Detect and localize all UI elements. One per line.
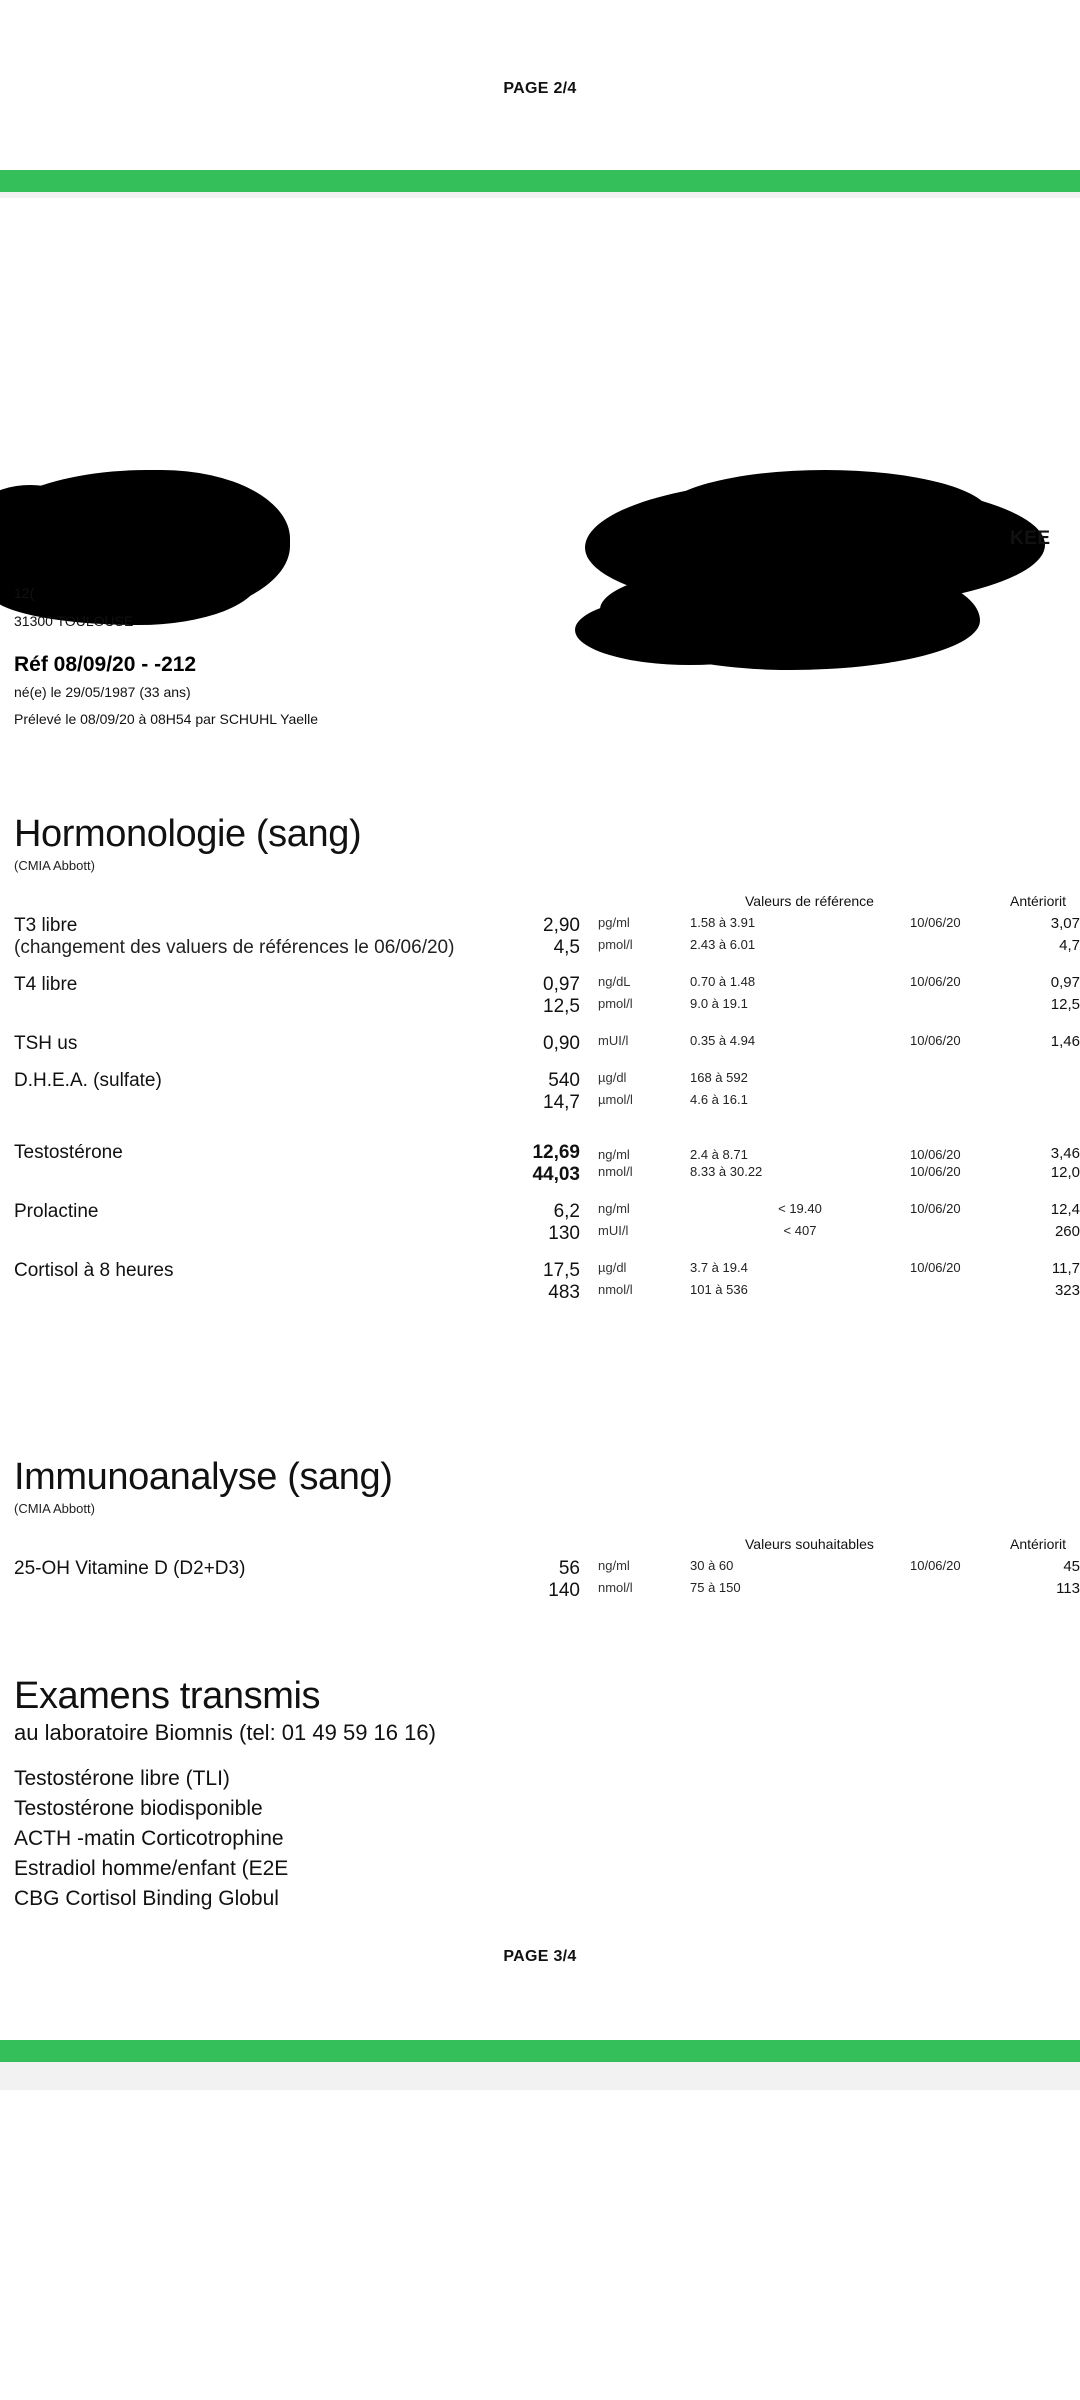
section-subtitle: (CMIA Abbott) — [14, 1500, 95, 1516]
table-row — [0, 1018, 1080, 1055]
analyte-reference: 168 à 592 — [690, 1069, 748, 1085]
analyte-note — [0, 1092, 470, 1114]
analyte-name: T3 libre — [14, 914, 78, 936]
previous-value — [1000, 1055, 1080, 1092]
green-divider-top — [0, 170, 1080, 192]
table-row — [0, 1580, 1080, 1602]
address-line-2: 31300 TOULOUSE — [14, 613, 134, 629]
previous-value-si: 113 — [1056, 1579, 1080, 1597]
analyte-reference-si: 101 à 536 — [690, 1281, 748, 1297]
analyte-value-si: 483 — [548, 1281, 580, 1303]
table-row — [0, 959, 1080, 996]
previous-date-si — [910, 1580, 1000, 1602]
table-row — [0, 1223, 1080, 1245]
analyte-note: (changement des valuers de références le 06/06/20) — [14, 936, 455, 958]
previous-value: 11,7 — [1051, 1259, 1080, 1277]
section-immunoanalyse — [0, 1458, 1080, 1602]
analyte-note — [0, 1282, 470, 1304]
section-examens-transmis — [0, 1675, 1080, 1914]
list-item: ACTH -matin Corticotrophine — [14, 1827, 284, 1851]
analyte-name: TSH us — [14, 1032, 78, 1054]
analyte-value-si: 130 — [548, 1222, 580, 1244]
previous-date-si: 10/06/20 — [910, 1163, 961, 1179]
previous-date-si — [910, 1282, 1000, 1304]
section-subtitle: (CMIA Abbott) — [14, 857, 95, 873]
redaction-blob-right-3 — [660, 470, 990, 560]
previous-date — [910, 1055, 1000, 1092]
birth-date-line: né(e) le 29/05/1987 (33 ans) — [14, 684, 191, 700]
list-item: CBG Cortisol Binding Globul — [14, 1887, 279, 1911]
analyte-note — [0, 1164, 470, 1186]
page-marker-top: PAGE 2/4 — [503, 80, 577, 97]
analyte-reference: 2.4 à 8.71 — [690, 1146, 748, 1162]
analyte-value: 0,90 — [543, 1032, 580, 1054]
redaction-blob-right-4 — [575, 595, 805, 665]
analyte-reference-si: 8.33 à 30.22 — [690, 1163, 763, 1179]
analyte-reference-si: < 407 — [783, 1222, 817, 1238]
analyte-note — [0, 996, 470, 1018]
grey-strip-top — [0, 192, 1080, 198]
analyte-value-si: 44,03 — [532, 1163, 580, 1185]
column-header-reference: Valeurs souhaitables — [745, 1535, 874, 1552]
table-row — [0, 1282, 1080, 1304]
section-title: Immunoanalyse (sang) — [14, 1456, 393, 1498]
green-divider-bottom — [0, 2040, 1080, 2062]
section-title: Examens transmis — [14, 1675, 321, 1717]
table-row — [0, 937, 1080, 959]
analyte-reference: < 19.40 — [778, 1200, 822, 1216]
results-table-immunoanalyse — [0, 1558, 1080, 1602]
analyte-reference-si: 2.43 à 6.01 — [690, 936, 756, 952]
previous-value: 1,46 — [1050, 1032, 1080, 1050]
table-row — [0, 1092, 1080, 1114]
column-header-reference: Valeurs de référence — [745, 892, 874, 909]
previous-value-si — [1000, 1092, 1080, 1114]
analyte-unit-si: nmol/l — [598, 1579, 633, 1595]
previous-value: 12,4 — [1050, 1200, 1080, 1218]
analyte-unit-si: pmol/l — [598, 995, 633, 1011]
analyte-unit-si: nmol/l — [598, 1281, 633, 1297]
analyte-value: 2,90 — [543, 914, 580, 936]
previous-date-si — [910, 996, 1000, 1018]
table-row — [0, 1114, 1080, 1164]
analyte-unit-si: pmol/l — [598, 936, 633, 952]
analyte-unit: ng/ml — [598, 1200, 630, 1216]
analyte-reference: 1.58 à 3.91 — [690, 914, 756, 930]
analyte-note — [0, 1580, 470, 1602]
previous-date: 10/06/20 — [910, 1259, 961, 1275]
previous-date-si — [910, 1223, 1000, 1245]
grey-strip-bottom — [0, 2062, 1080, 2090]
analyte-reference: 0.35 à 4.94 — [690, 1032, 756, 1048]
analyte-note — [0, 1223, 470, 1245]
masked-lab-name: KEE — [1010, 528, 1051, 549]
previous-date: 10/06/20 — [910, 973, 961, 989]
previous-date-si — [910, 1092, 1000, 1114]
previous-value: 3,46 — [1050, 1144, 1080, 1162]
table-row — [0, 1558, 1080, 1580]
analyte-value-si: 140 — [548, 1579, 580, 1601]
section-title: Hormonologie (sang) — [14, 813, 362, 855]
analyte-name: D.H.E.A. (sulfate) — [14, 1069, 162, 1091]
analyte-value-si: 14,7 — [543, 1091, 580, 1113]
column-header-previous: Antériorit — [1010, 892, 1067, 909]
previous-date-si — [910, 937, 1000, 959]
list-item: Estradiol homme/enfant (E2E — [14, 1857, 289, 1881]
previous-value-si: 12,0 — [1050, 1163, 1080, 1181]
previous-value-si: 12,5 — [1050, 995, 1080, 1013]
analyte-unit: µg/dl — [598, 1259, 627, 1275]
analyte-unit: µg/dl — [598, 1069, 627, 1085]
table-row — [0, 1055, 1080, 1092]
previous-value: 45 — [1063, 1557, 1080, 1575]
analyte-unit: mUI/l — [598, 1032, 629, 1048]
previous-date: 10/06/20 — [910, 914, 961, 930]
analyte-name: Testostérone — [14, 1141, 123, 1163]
analyte-value: 12,69 — [532, 1141, 580, 1163]
column-header-previous: Antériorit — [1010, 1535, 1067, 1552]
section-subtitle: au laboratoire Biomnis (tel: 01 49 59 16 16) — [14, 1720, 436, 1745]
analyte-value: 6,2 — [553, 1200, 580, 1222]
analyte-reference: 30 à 60 — [690, 1557, 734, 1573]
transmitted-exams-list — [14, 1764, 1080, 1914]
analyte-reference-si: 4.6 à 16.1 — [690, 1091, 748, 1107]
analyte-value: 0,97 — [543, 973, 580, 995]
previous-value-si: 4,7 — [1059, 936, 1080, 954]
previous-value: 0,97 — [1050, 973, 1080, 991]
list-item: Testostérone biodisponible — [14, 1797, 263, 1821]
analyte-value: 17,5 — [543, 1259, 580, 1281]
table-row — [0, 996, 1080, 1018]
analyte-unit: ng/ml — [598, 1557, 630, 1573]
analyte-reference: 3.7 à 19.4 — [690, 1259, 748, 1275]
previous-value: 3,07 — [1050, 914, 1080, 932]
section-hormonologie — [0, 815, 1080, 1304]
table-row — [0, 1164, 1080, 1186]
analyte-value: 56 — [558, 1557, 580, 1579]
reference-line: Réf 08/09/20 - -212 — [14, 653, 197, 676]
table-row — [0, 1245, 1080, 1282]
analyte-unit-si: mUI/l — [598, 1222, 629, 1238]
table-row — [0, 915, 1080, 937]
analyte-name: Prolactine — [14, 1200, 99, 1222]
previous-date: 10/06/20 — [910, 1032, 961, 1048]
analyte-value-si: 12,5 — [543, 995, 580, 1017]
previous-date: 10/06/20 — [910, 1146, 961, 1162]
analyte-name: 25-OH Vitamine D (D2+D3) — [14, 1557, 246, 1579]
previous-value-si: 323 — [1054, 1281, 1080, 1299]
previous-value-si: 260 — [1054, 1222, 1080, 1240]
list-item: Testostérone libre (TLI) — [14, 1767, 230, 1790]
table-row — [0, 1186, 1080, 1223]
sampling-line: Prélevé le 08/09/20 à 08H54 par SCHUHL Yaelle — [14, 711, 319, 727]
analyte-value-si: 4,5 — [553, 936, 580, 958]
previous-date: 10/06/20 — [910, 1557, 961, 1573]
analyte-name: Cortisol à 8 heures — [14, 1259, 174, 1281]
analyte-name: T4 libre — [14, 973, 78, 995]
analyte-unit: pg/ml — [598, 914, 630, 930]
page-marker-bottom: PAGE 3/4 — [503, 1948, 577, 1965]
address-line-1: 12( — [14, 585, 35, 601]
analyte-value: 540 — [548, 1069, 580, 1091]
analyte-unit: ng/ml — [598, 1146, 630, 1162]
analyte-unit: ng/dL — [598, 973, 631, 989]
analyte-unit-si: µmol/l — [598, 1091, 633, 1107]
analyte-reference: 0.70 à 1.48 — [690, 973, 756, 989]
analyte-reference-si: 75 à 150 — [690, 1579, 741, 1595]
analyte-unit-si: nmol/l — [598, 1163, 633, 1179]
analyte-reference-si: 9.0 à 19.1 — [690, 995, 748, 1011]
results-table-hormonologie — [0, 915, 1080, 1304]
previous-date: 10/06/20 — [910, 1200, 961, 1216]
